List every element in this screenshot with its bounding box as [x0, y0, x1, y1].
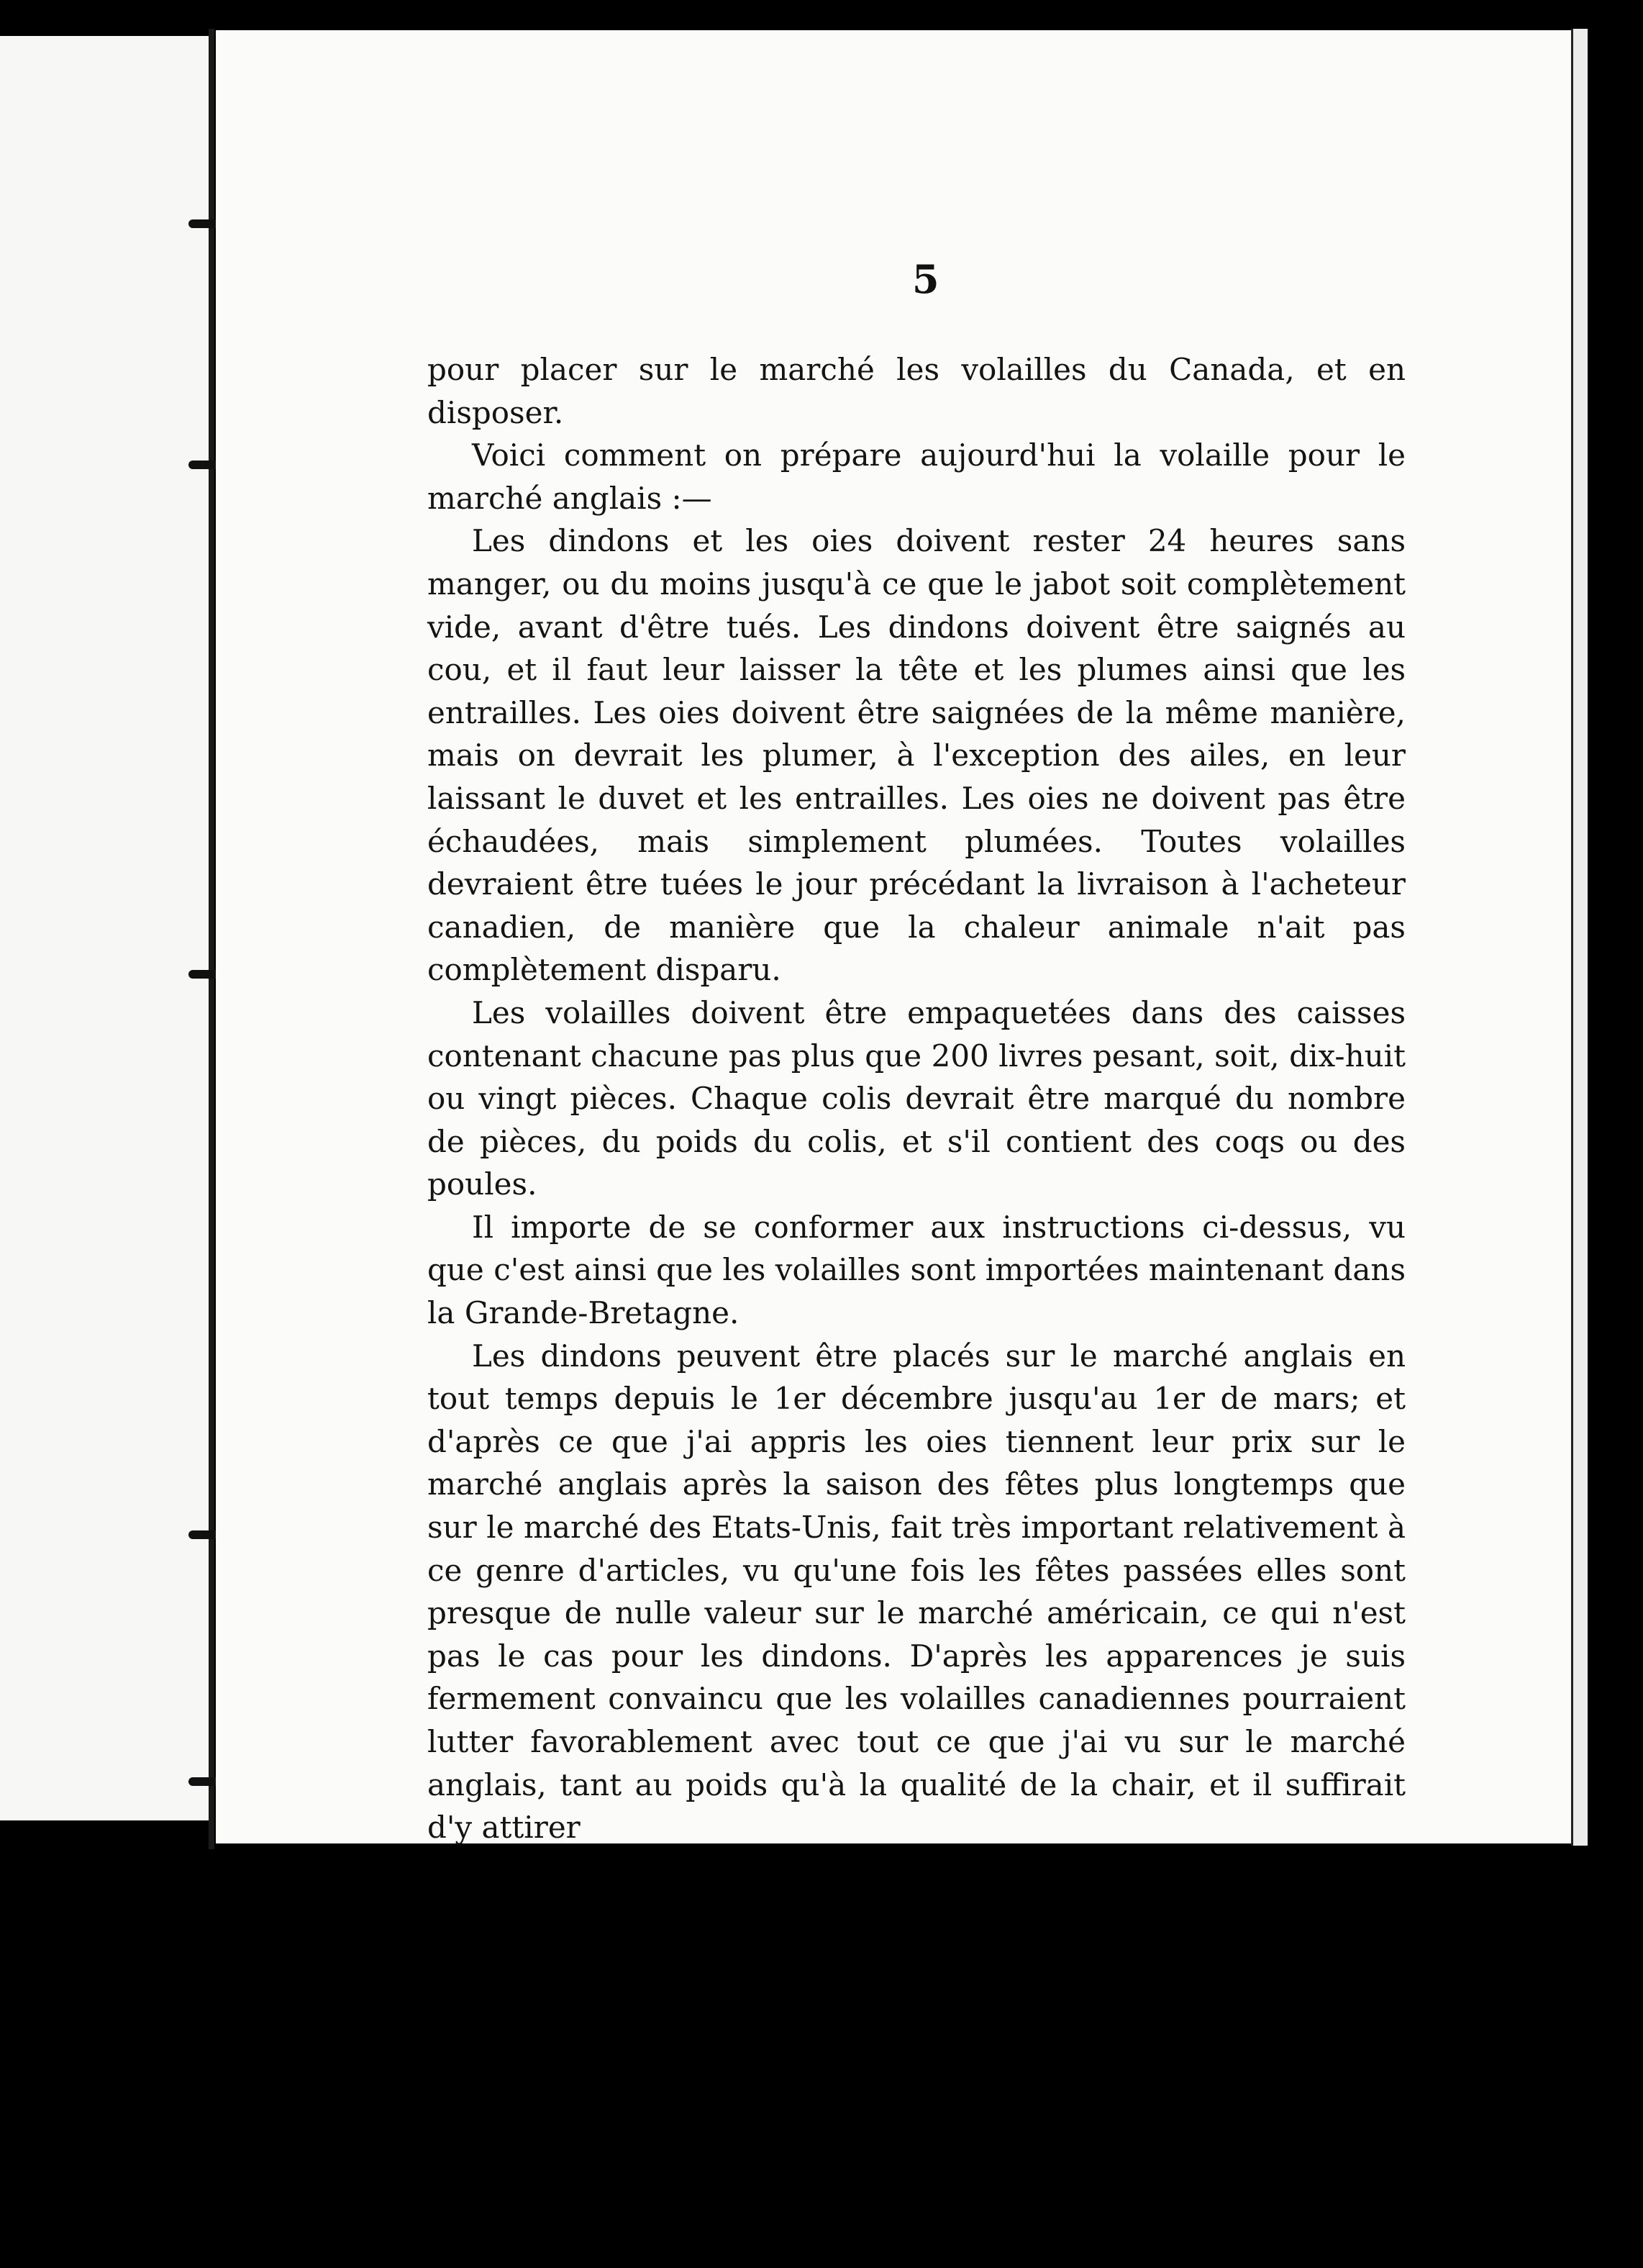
body-text: [427, 348, 1406, 1849]
paragraph: Il importe de se conformer aux instructions ci-dessus, vu que c'est ainsi que les volailles sont importées maintenant dans la Grande-Bretagne.: [427, 1209, 1406, 1331]
paragraph: Voici comment on prépare aujourd'hui la volaille pour le marché anglais :—: [427, 437, 1406, 516]
binding-spine: [209, 29, 214, 1849]
paragraph: Les volailles doivent être empaquetées dans des caisses contenant chacune pas plus que 200 livres pesant, soit, dix-huit ou vingt pièces. Chaque colis devrait être marqué du nombre de pièces, du poids du colis, et s'il contient des coqs ou des poules.: [427, 994, 1406, 1202]
facing-page-sliver: [0, 36, 210, 1820]
paragraph: pour placer sur le marché les volailles du Canada, et en disposer.: [427, 352, 1406, 430]
paragraph: Les dindons peuvent être placés sur le marché anglais en tout temps depuis le 1er décembre jusqu'au 1er de mars; et d'après ce que j'ai appris les oies tiennent leur prix sur le marché anglais après la saison des fêtes plus longtemps que sur le marché des Etats-Unis, fait très important relativement à ce genre d'articles, vu qu'une fois les fêtes passées elles sont presque de nulle valeur sur le marché américain, ce qui n'est pas le cas pour les dindons. D'après les apparences je suis fermement convaincu que les volailles canadiennes pourraient lutter favorablement avec tout ce que j'ai vu sur le marché anglais, tant au poids qu'à la qualité de la chair, et il suffirait d'y attirer: [427, 1338, 1406, 1846]
page-edge: [1571, 29, 1588, 1846]
paragraph: Les dindons et les oies doivent rester 24 heures sans manger, ou du moins jusqu'à ce que le jabot soit complètement vide, avant d'être tués. Les dindons doivent être saignés au cou, et il faut leur laisser la tête et les plumes ainsi que les entrailles. Les oies doivent être saignées de la même manière, mais on devrait les plumer, à l'exception des ailes, en leur laissant le duvet et les entrailles. Les oies ne doivent pas être échaudées, mais simplement plumées. Toutes volailles devraient être tuées le jour précédant la livraison à l'acheteur canadien, de manière que la chaleur animale n'ait pas complètement disparu.: [427, 523, 1406, 988]
page-number: 5: [912, 256, 939, 302]
